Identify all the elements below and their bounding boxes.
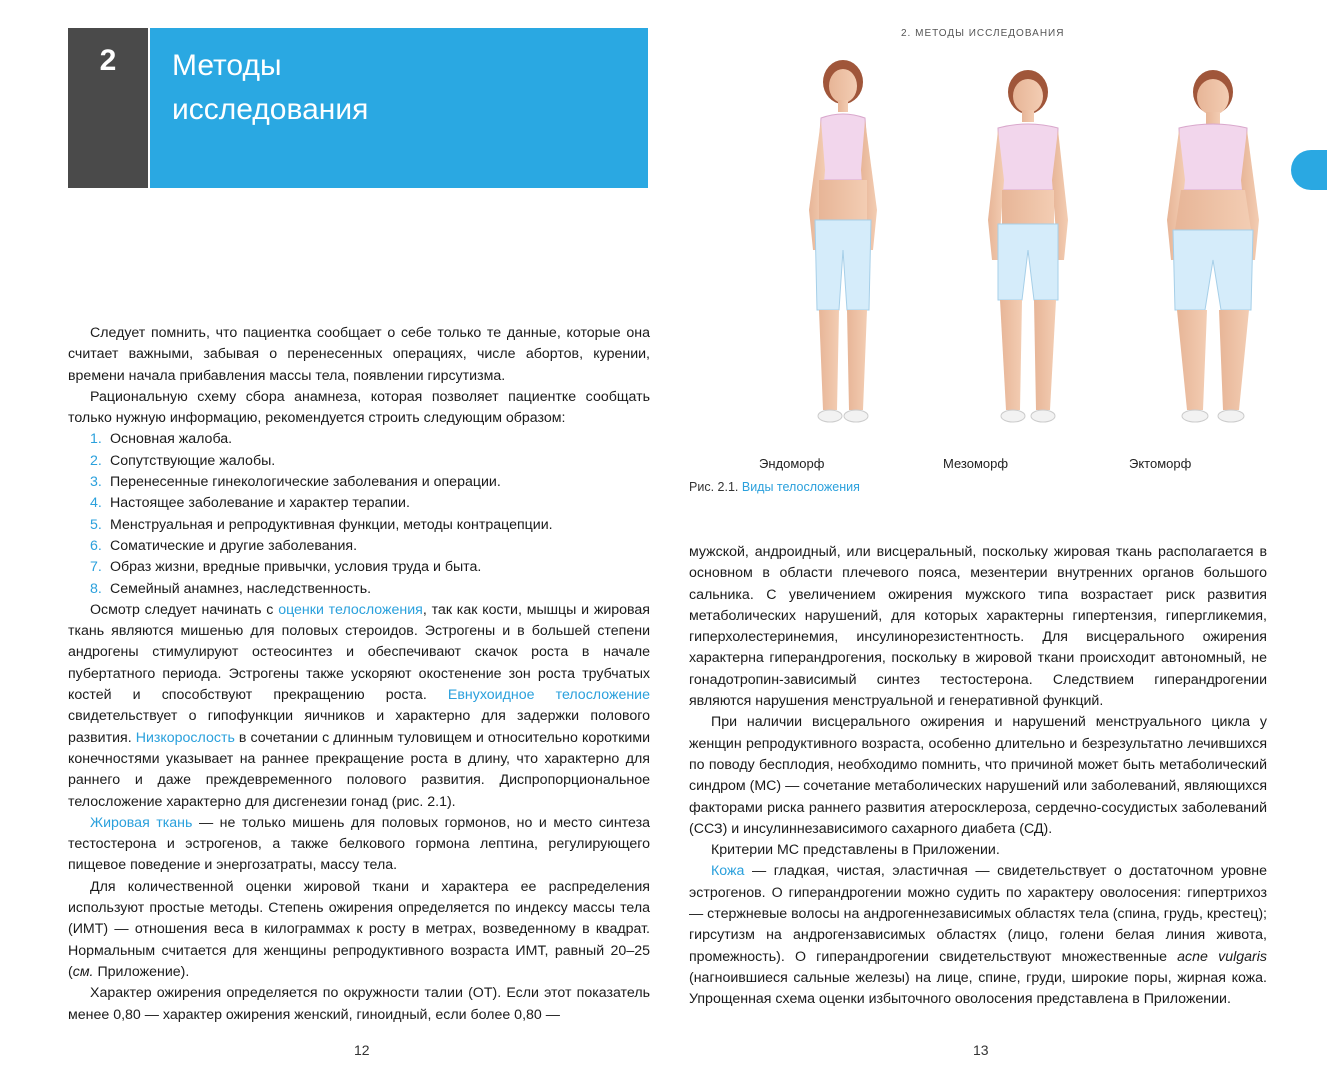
list-item: 7. Образ жизни, вредные привычки, условия труда и быта.: [90, 559, 482, 576]
paragraph: Жировая ткань — не только мишень для половых гормонов, но и место синтеза тестостерона и эстрогенов, а также белкового гормона лептина, регулирующего пищевое поведение и энергозатраты, массу тела.: [68, 814, 650, 874]
paragraph: Следует помнить, что пациентка сообщает о себе только те данные, которые она считает важными, забывая о перенесенных операциях, числе абортов, курении, времени начала прибавления массы тела, появлении гирсутизма.: [68, 325, 650, 384]
term-link[interactable]: Кожа: [711, 863, 745, 880]
list-item: 6. Соматические и другие заболевания.: [90, 537, 358, 554]
anamnesis-list: [90, 429, 650, 599]
list-item: 8. Семейный анамнез, наследственность.: [90, 580, 372, 597]
right-body: [689, 542, 1267, 1011]
paragraph: Осмотр следует начинать с оценки телосложения, так как кости, мышцы и жировая ткань являются мишенью для половых стероидов. Эстрогены и в большей степени андрогены стимулируют остеосинтез и обеспечивают скачок роста в начале пубертатного периода. Эстрогены также ускоряют окостенение зон роста трубчатых костей и способствуют прекращению роста. Евнухоидное телосложение свидетельствует о гипофункции яичников и характерно для задержки полового развития. Низкорослость в сочетании с длинным туловищем и относительно короткими конечностями указывает на раннее прекращение роста в длину, что характерно для раннего и даже преждевременного полового развития. Диспропорциональное телосложение характерно для дисгенезии гонад (рис. 2.1).: [68, 601, 651, 810]
paragraph: Рациональную схему сбора анамнеза, которая позволяет пациентке сообщать только нужную информацию, рекомендуется строить следующим образом:: [68, 388, 650, 427]
figure-label-endomorph: Эндоморф: [759, 456, 825, 471]
paragraph: Кожа — гладкая, чистая, эластичная — свидетельствует о достаточном уровне эстрогенов. О гиперандрогении можно судить по характеру оволосения: гипертрихоз — стержневые волосы на андрогеннезависимых областях тела (спина, грудь, крестец); гирсутизм на андрогензависимых областях (лицо, голени белая линия живота, промежность). О гиперандрогении свидетельствуют множественные acne vulgaris (нагноившиеся сальные железы) на лице, спине, груди, широкие поры, жирная кожа. Упрощенная схема оценки избыточного оволосения представлена в Приложении.: [689, 863, 1267, 1008]
paragraph: мужской, андроидный, или висцеральный, поскольку жировая ткань располагается в основном в области плечевого пояса, мезентерии внутренних органов большого сальника. С увеличением ожирения мужского типа возрастает риск развития метаболических нарушений, для которых характерны гипертензия, гипергликемия, гиперхолестеринемия, инсулинорезистентность. Для висцерального ожирения характерна гиперандрогения, поскольку в жировой ткани происходит автономный, не гонадотропин-зависимый синтез тестостерона. Следствием гиперандрогении являются нарушения менструальной и генеративной функций.: [689, 544, 1267, 710]
figure-mesomorph: [988, 70, 1068, 422]
page-number: 13: [973, 1042, 989, 1058]
paragraph: При наличии висцерального ожирения и нарушений менструального цикла у женщин репродуктивного возраста, особенно длительно и безрезультатно лечившихся по поводу бесплодия, необходимо помнить, что причиной может быть метаболический синдром (МС) — сочетание метаболических нарушений или заболеваний, являющихся факторами риска раннего развития атеросклероза, сердечно-сосудистых заболеваний (ССЗ) и инсулиннезависимого сахарного диабета (СД).: [689, 714, 1267, 837]
list-item: 4. Настоящее заболевание и характер терапии.: [90, 495, 410, 512]
list-item: 3. Перенесенные гинекологические заболевания и операции.: [90, 474, 501, 491]
left-body: [68, 323, 650, 1026]
page-number: 12: [354, 1042, 370, 1058]
figure-caption: Рис. 2.1. Виды телосложения: [689, 480, 860, 494]
chapter-title-line1: Методы: [172, 49, 282, 82]
figure-endomorph: [809, 60, 877, 422]
term-link[interactable]: Жировая ткань: [90, 814, 193, 831]
chapter-title: [150, 28, 648, 188]
list-item: 5. Менструальная и репродуктивная функции, методы контрацепции.: [90, 516, 553, 533]
chapter-tab: [1291, 150, 1327, 190]
paragraph: Характер ожирения определяется по окружности талии (ОТ). Если этот показатель менее 0,80 — характер ожирения женский, гиноидный, если более 0,80 —: [68, 985, 650, 1023]
term-link[interactable]: Евнухоидное телосложение: [447, 687, 650, 704]
figure-ectomorph: [1167, 70, 1259, 422]
caption-link[interactable]: Виды телосложения: [741, 480, 860, 494]
paragraph: Для количественной оценки жировой ткани и характера ее распределения используют простые методы. Степень ожирения определяется по индексу массы тела (ИМТ) — отношения веса в килограммах к росту в метрах, возведенному в квадрат. Нормальным считается для женщины репродуктивного возраста ИМТ, равный 20–25 (см. Приложение).: [68, 878, 650, 980]
list-item: 1. Основная жалоба.: [90, 431, 233, 448]
figure-label-mesomorph: Мезоморф: [943, 456, 1009, 471]
body-types-figure: [743, 60, 1273, 480]
term-link[interactable]: оценки телосложения: [278, 601, 423, 618]
figure-label-ectomorph: Эктоморф: [1129, 456, 1192, 471]
list-item: 2. Сопутствующие жалобы.: [90, 452, 276, 469]
chapter-title-line2: исследования: [172, 93, 369, 126]
running-head: 2. МЕТОДЫ ИССЛЕДОВАНИЯ: [901, 28, 1065, 39]
left-page: [0, 0, 663, 1080]
right-page: [663, 0, 1327, 1080]
term-link[interactable]: Низкорослость: [135, 729, 235, 746]
paragraph: Критерии МС представлены в Приложении.: [711, 842, 1000, 859]
chapter-number: 2: [68, 28, 148, 188]
